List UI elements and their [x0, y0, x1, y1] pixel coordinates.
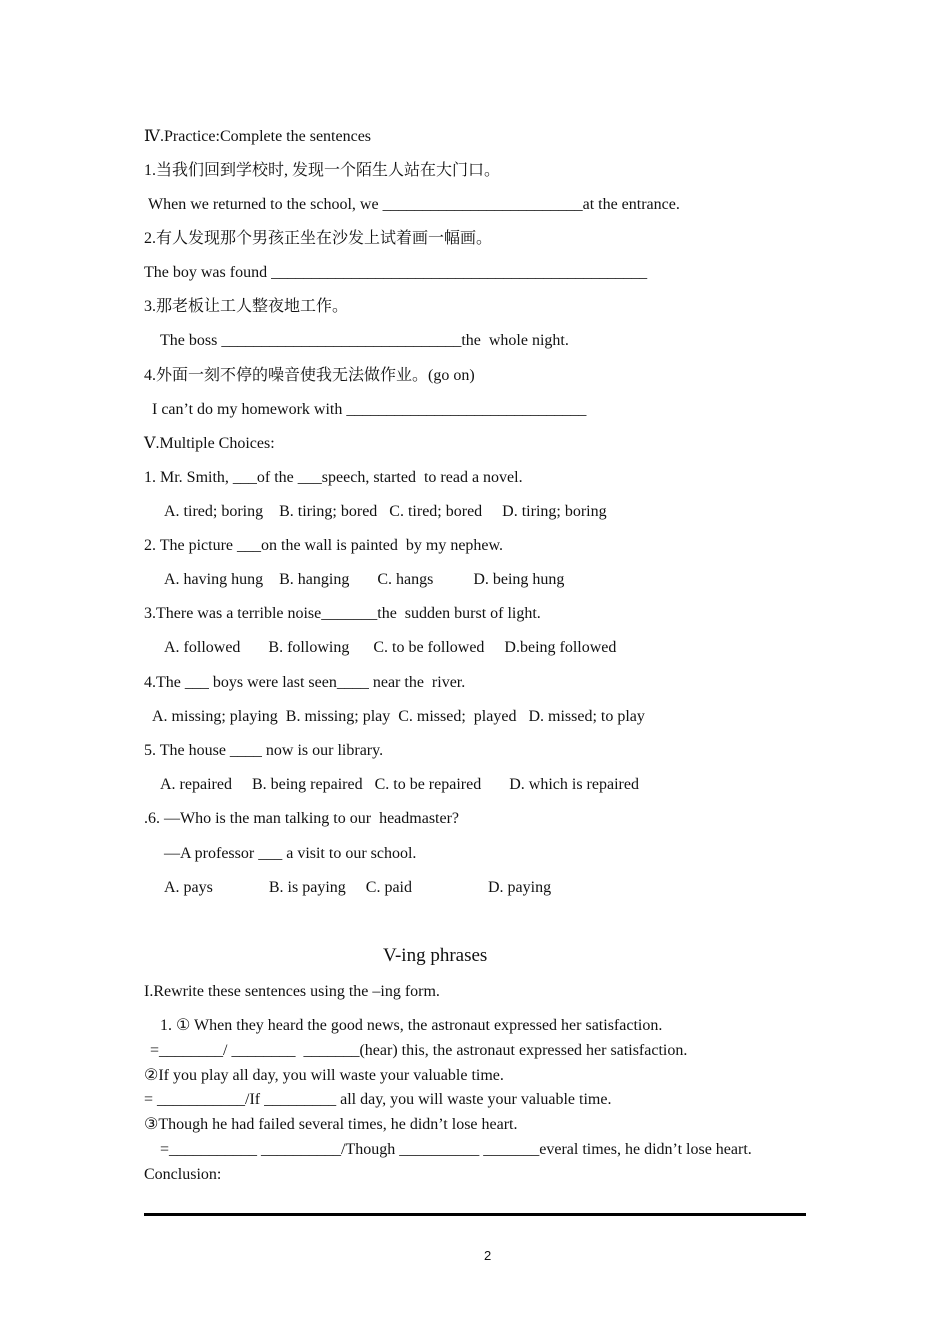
ving-blank-2: = ___________/If _________ all day, you will waste your valuable time.	[144, 1091, 612, 1108]
mc-options-4: A. missing; playing B. missing; play C. missed; played D. missed; to play	[152, 708, 645, 725]
mc-options-1: A. tired; boring B. tiring; bored C. tired; bored D. tiring; boring	[164, 503, 607, 520]
mc-options-3: A. followed B. following C. to be followed D.being followed	[164, 639, 617, 656]
ving-title: V-ing phrases	[383, 945, 488, 966]
mc-question-6: .6. —Who is the man talking to our headmaster?	[144, 810, 460, 827]
practice-q1-chinese: 1.当我们回到学校时, 发现一个陌生人站在大门口。	[144, 162, 501, 179]
ving-sentence-2: ②If you play all day, you will waste your valuable time.	[144, 1067, 504, 1084]
ving-sentence-3: ③Though he had failed several times, he didn’t lose heart.	[144, 1116, 518, 1133]
mc-question-5: 5. The house ____ now is our library.	[144, 742, 384, 759]
practice-q4-chinese: 4.外面一刻不停的噪音使我无法做作业。(go on)	[144, 367, 475, 384]
mc-options-2: A. having hung B. hanging C. hangs D. being hung	[164, 571, 565, 588]
practice-q4-english: I can’t do my homework with ______________________________	[152, 401, 587, 418]
ving-heading: I.Rewrite these sentences using the –ing form.	[144, 983, 440, 1000]
ving-sentence-1: 1. ① When they heard the good news, the astronaut expressed her satisfaction.	[160, 1017, 663, 1034]
mc-question-4: 4.The ___ boys were last seen____ near the river.	[144, 674, 466, 691]
mc-question-3: 3.There was a terrible noise_______the sudden burst of light.	[144, 605, 541, 622]
practice-q2-english: The boy was found _______________________________________________	[144, 264, 648, 281]
page-number: 2	[484, 1248, 492, 1263]
ving-conclusion: Conclusion:	[144, 1166, 222, 1183]
practice-q3-chinese: 3.那老板让工人整夜地工作。	[144, 298, 349, 315]
practice-heading: Ⅳ.Practice:Complete the sentences	[144, 128, 372, 145]
practice-q3-english: The boss ______________________________the whole night.	[160, 332, 569, 349]
answer-line	[144, 1213, 806, 1216]
practice-q1-english: When we returned to the school, we _________________________at the entrance.	[148, 196, 680, 213]
ving-blank-1: =________/ ________ _______(hear) this, the astronaut expressed her satisfaction.	[150, 1042, 688, 1059]
practice-q2-chinese: 2.有人发现那个男孩正坐在沙发上试着画一幅画。	[144, 230, 493, 247]
mc-options-6: A. pays B. is paying C. paid D. paying	[164, 879, 552, 896]
ving-blank-3: =___________ __________/Though __________ _______everal times, he didn’t lose heart.	[160, 1141, 752, 1158]
mc-options-5: A. repaired B. being repaired C. to be repaired D. which is repaired	[160, 776, 639, 793]
mc-question-1: 1. Mr. Smith, ___of the ___speech, started to read a novel.	[144, 469, 523, 486]
mc-question-6-line2: —A professor ___ a visit to our school.	[164, 845, 417, 862]
mc-question-2: 2. The picture ___on the wall is painted by my nephew.	[144, 537, 504, 554]
multiple-choice-heading: Ⅴ.Multiple Choices:	[144, 435, 275, 452]
